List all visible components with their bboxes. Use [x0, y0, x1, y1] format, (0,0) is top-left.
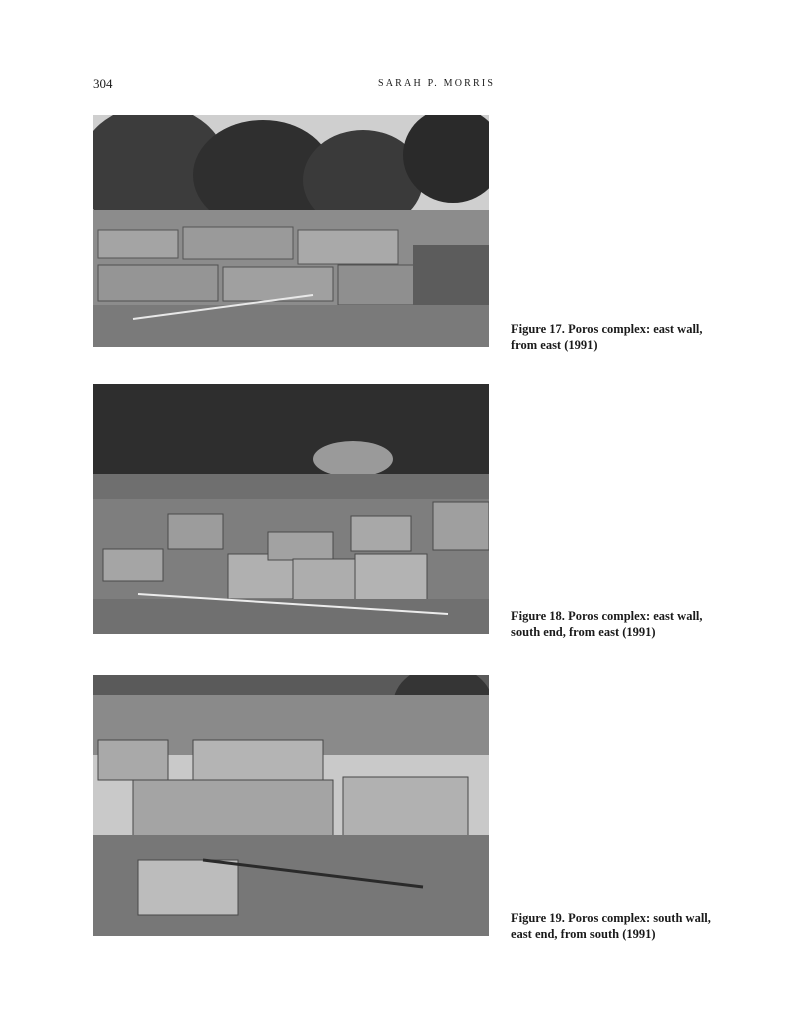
figure-18-photo: [93, 384, 489, 634]
figure-17-photo: [93, 115, 489, 347]
figure-19-label: Figure 19.: [511, 911, 565, 925]
figure-18-caption-text: Poros complex: east wall, south end, from east (1991): [511, 609, 703, 639]
figure-17-label: Figure 17.: [511, 322, 565, 336]
figure-18-label: Figure 18.: [511, 609, 565, 623]
figure-18-caption: [511, 608, 711, 640]
figure-19-caption: [511, 910, 711, 942]
figure-19-caption-text: Poros complex: south wall, east end, from south (1991): [511, 911, 711, 941]
figure-17-caption: [511, 321, 711, 353]
running-head: SARAH P. MORRIS: [378, 78, 496, 89]
figure-17-caption-text: Poros complex: east wall, from east (1991): [511, 322, 703, 352]
page-number: 304: [93, 76, 113, 91]
figure-19-photo: [93, 675, 489, 936]
